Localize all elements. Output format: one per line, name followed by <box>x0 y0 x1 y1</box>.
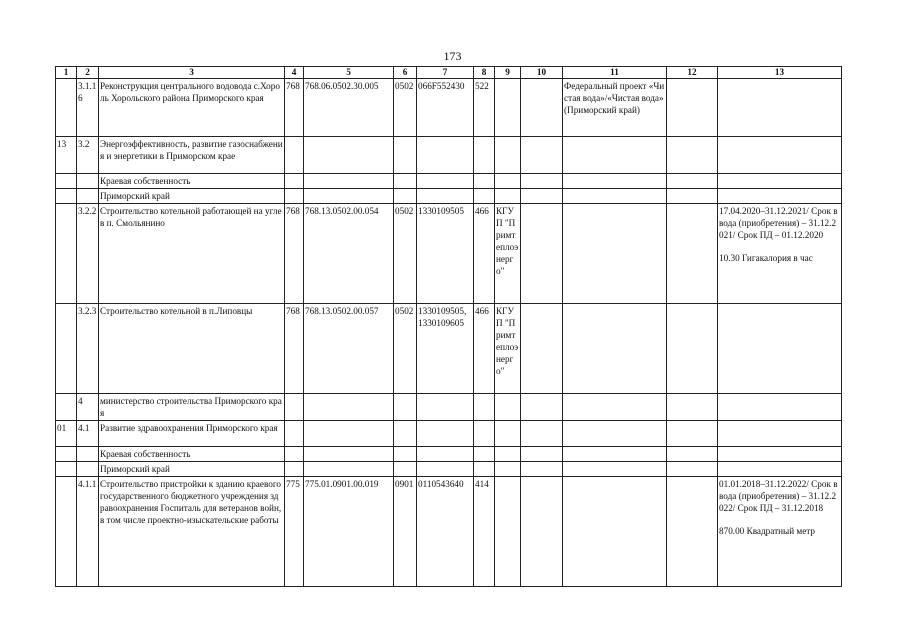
cell-project <box>563 189 667 204</box>
cell-grbs <box>285 462 304 477</box>
cell-expense-type <box>474 137 495 174</box>
objects-table <box>55 66 842 587</box>
cell-target-article: 0110543640 <box>417 477 474 587</box>
cell-terms <box>718 174 842 189</box>
cell-grbs: 768 <box>285 204 304 304</box>
cell-customer <box>495 394 521 421</box>
cell-section <box>394 394 417 421</box>
column-header: 4 <box>285 67 304 79</box>
cell-target-article <box>417 421 474 447</box>
column-header: 11 <box>563 67 667 79</box>
cell-col10 <box>521 174 563 189</box>
cell-section: 0502 <box>394 304 417 394</box>
cell-number <box>56 79 77 137</box>
cell-code <box>77 447 99 462</box>
cell-target-article: 1330109505 <box>417 204 474 304</box>
table-row <box>56 447 842 462</box>
cell-expense-type <box>474 421 495 447</box>
cell-expense-type <box>474 394 495 421</box>
cell-object-code: 768.13.0502.00.057 <box>304 304 394 394</box>
cell-expense-type <box>474 447 495 462</box>
cell-name: Приморский край <box>99 189 285 204</box>
cell-col12 <box>667 394 718 421</box>
cell-number: 01 <box>56 421 77 447</box>
cell-col12 <box>667 189 718 204</box>
cell-object-code: 768.13.0502.00.054 <box>304 204 394 304</box>
cell-col12 <box>667 137 718 174</box>
page-number: 173 <box>443 49 462 63</box>
cell-col10 <box>521 189 563 204</box>
cell-project <box>563 137 667 174</box>
cell-section: 0901 <box>394 477 417 587</box>
cell-name: Реконструкция центрального водовода с.Хороль Хорольского района Приморского края <box>99 79 285 137</box>
cell-object-code <box>304 462 394 477</box>
cell-code: 3.2.3 <box>77 304 99 394</box>
cell-object-code <box>304 137 394 174</box>
cell-terms-capacity: 870.00 Квадратный метр <box>719 526 816 536</box>
cell-name: Строительство пристройки к зданию краевого государственного бюджетного учреждения здравоохранения Госпиталь для ветеранов войн, в том числе проектно-изыскательские работы <box>99 477 285 587</box>
cell-project <box>563 204 667 304</box>
cell-customer <box>495 462 521 477</box>
cell-section <box>394 189 417 204</box>
cell-project <box>563 421 667 447</box>
cell-name: министерство строительства Приморского края <box>99 394 285 421</box>
column-header: 10 <box>521 67 563 79</box>
cell-object-code: 775.01.0901.00.019 <box>304 477 394 587</box>
cell-target-article: 1330109505, 1330109605 <box>417 304 474 394</box>
cell-customer <box>495 447 521 462</box>
cell-grbs: 768 <box>285 79 304 137</box>
cell-customer <box>495 174 521 189</box>
cell-section <box>394 421 417 447</box>
column-header: 12 <box>667 67 718 79</box>
column-header: 1 <box>56 67 77 79</box>
cell-col10 <box>521 394 563 421</box>
cell-customer: КГУП "Примтеплоэнерго" <box>495 304 521 394</box>
cell-col12 <box>667 79 718 137</box>
cell-name: Энергоэффективность, развитие газоснабжения и энергетики в Приморском крае <box>99 137 285 174</box>
cell-customer <box>495 137 521 174</box>
cell-grbs <box>285 394 304 421</box>
cell-col12 <box>667 304 718 394</box>
cell-code: 3.2.2 <box>77 204 99 304</box>
table-row <box>56 462 842 477</box>
cell-terms <box>718 79 842 137</box>
cell-grbs <box>285 189 304 204</box>
cell-number <box>56 394 77 421</box>
cell-code: 3.2 <box>77 137 99 174</box>
cell-code <box>77 462 99 477</box>
cell-name: Краевая собственность <box>99 174 285 189</box>
cell-project <box>563 462 667 477</box>
cell-col12 <box>667 204 718 304</box>
cell-section: 0502 <box>394 204 417 304</box>
cell-project <box>563 477 667 587</box>
cell-expense-type: 414 <box>474 477 495 587</box>
cell-terms <box>718 304 842 394</box>
cell-target-article <box>417 447 474 462</box>
cell-expense-type: 522 <box>474 79 495 137</box>
table-row <box>56 79 842 137</box>
cell-col12 <box>667 462 718 477</box>
cell-section <box>394 137 417 174</box>
cell-col12 <box>667 477 718 587</box>
cell-project: Федеральный проект «Чистая вода»/«Чистая вода» (Приморский край) <box>563 79 667 137</box>
cell-terms-dates: 01.01.2018–31.12.2022/ Срок ввода (приобретения) – 31.12.2022/ Срок ПД – 31.12.2018 <box>719 479 838 513</box>
table-row <box>56 394 842 421</box>
table-row <box>56 204 842 304</box>
cell-code: 4 <box>77 394 99 421</box>
cell-target-article <box>417 174 474 189</box>
cell-terms <box>718 462 842 477</box>
cell-number <box>56 204 77 304</box>
cell-code: 4.1.1 <box>77 477 99 587</box>
cell-object-code <box>304 174 394 189</box>
cell-code <box>77 189 99 204</box>
cell-object-code <box>304 421 394 447</box>
column-header: 8 <box>474 67 495 79</box>
cell-number <box>56 477 77 587</box>
cell-name: Строительство котельной в п.Липовцы <box>99 304 285 394</box>
cell-object-code <box>304 447 394 462</box>
cell-terms <box>718 204 842 304</box>
cell-section: 0502 <box>394 79 417 137</box>
column-header: 5 <box>304 67 394 79</box>
cell-code: 3.1.16 <box>77 79 99 137</box>
cell-section <box>394 447 417 462</box>
cell-target-article <box>417 462 474 477</box>
cell-grbs <box>285 137 304 174</box>
cell-section <box>394 462 417 477</box>
cell-target-article <box>417 189 474 204</box>
cell-number: 13 <box>56 137 77 174</box>
cell-number <box>56 304 77 394</box>
cell-number <box>56 174 77 189</box>
cell-terms <box>718 394 842 421</box>
cell-target-article <box>417 137 474 174</box>
cell-grbs: 775 <box>285 477 304 587</box>
table-row <box>56 477 842 587</box>
cell-customer <box>495 477 521 587</box>
cell-code: 4.1 <box>77 421 99 447</box>
cell-object-code <box>304 189 394 204</box>
cell-customer <box>495 189 521 204</box>
cell-expense-type: 466 <box>474 204 495 304</box>
cell-col10 <box>521 447 563 462</box>
cell-object-code: 768.06.0502.30.005 <box>304 79 394 137</box>
cell-expense-type <box>474 462 495 477</box>
cell-terms <box>718 189 842 204</box>
cell-target-article: 066F552430 <box>417 79 474 137</box>
cell-section <box>394 174 417 189</box>
cell-col12 <box>667 421 718 447</box>
table-row <box>56 189 842 204</box>
column-header: 3 <box>99 67 285 79</box>
cell-terms <box>718 447 842 462</box>
cell-number <box>56 462 77 477</box>
table-row <box>56 174 842 189</box>
cell-number <box>56 447 77 462</box>
cell-name: Приморский край <box>99 462 285 477</box>
cell-name: Краевая собственность <box>99 447 285 462</box>
cell-object-code <box>304 394 394 421</box>
cell-project <box>563 174 667 189</box>
cell-customer <box>495 421 521 447</box>
cell-col12 <box>667 447 718 462</box>
cell-col10 <box>521 304 563 394</box>
cell-project <box>563 394 667 421</box>
cell-expense-type: 466 <box>474 304 495 394</box>
cell-expense-type <box>474 189 495 204</box>
cell-target-article <box>417 394 474 421</box>
cell-terms <box>718 421 842 447</box>
cell-grbs <box>285 421 304 447</box>
cell-col10 <box>521 421 563 447</box>
column-header: 7 <box>417 67 474 79</box>
cell-col10 <box>521 204 563 304</box>
cell-customer: КГУП "Примтеплоэнерго" <box>495 204 521 304</box>
table-row <box>56 421 842 447</box>
cell-terms <box>718 137 842 174</box>
column-header: 9 <box>495 67 521 79</box>
cell-terms-capacity: 10.30 Гигакалория в час <box>719 253 813 263</box>
cell-col10 <box>521 462 563 477</box>
cell-name: Развитие здравоохранения Приморского края <box>99 421 285 447</box>
cell-grbs <box>285 174 304 189</box>
column-header: 6 <box>394 67 417 79</box>
table-header-row <box>56 67 842 79</box>
cell-project <box>563 304 667 394</box>
cell-number <box>56 189 77 204</box>
cell-code <box>77 174 99 189</box>
column-header: 13 <box>718 67 842 79</box>
cell-expense-type <box>474 174 495 189</box>
cell-col10 <box>521 477 563 587</box>
cell-name: Строительство котельной работающей на угле в п. Смольянино <box>99 204 285 304</box>
table-row <box>56 304 842 394</box>
cell-col10 <box>521 137 563 174</box>
cell-grbs <box>285 447 304 462</box>
cell-col10 <box>521 79 563 137</box>
column-header: 2 <box>77 67 99 79</box>
table-row <box>56 137 842 174</box>
cell-terms-dates: 17.04.2020–31.12.2021/ Срок ввода (приобретения) – 31.12.2021/ Срок ПД – 01.12.2020 <box>719 206 838 240</box>
cell-grbs: 768 <box>285 304 304 394</box>
cell-col12 <box>667 174 718 189</box>
cell-customer <box>495 79 521 137</box>
cell-project <box>563 447 667 462</box>
cell-terms <box>718 477 842 587</box>
